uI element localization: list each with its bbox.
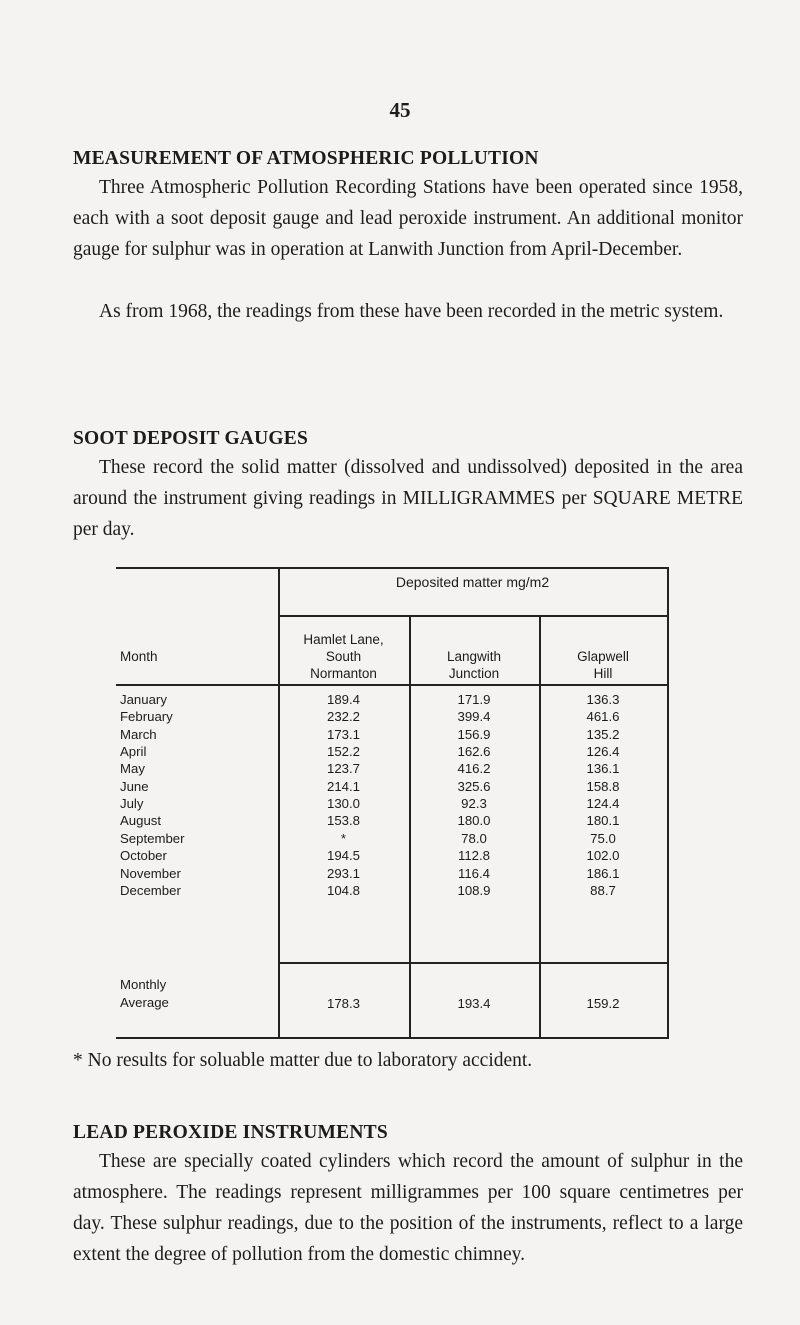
average-label-line2: Average <box>120 995 169 1010</box>
month-cell: September <box>120 830 185 846</box>
table-bottom-rule <box>116 1037 669 1039</box>
section-heading-soot: SOOT DEPOSIT GAUGES <box>73 428 308 449</box>
month-cell: August <box>120 813 162 829</box>
footnote: * No results for soluable matter due to laboratory accident. <box>73 1050 533 1071</box>
glapwell-cell: 136.3 <box>586 692 620 707</box>
intro-paragraph <box>73 172 743 265</box>
month-header: Month <box>120 649 158 664</box>
hamlet-cell: 189.4 <box>326 692 360 707</box>
glapwell-header-line2: Hill <box>593 666 613 681</box>
glapwell-cell: 126.4 <box>586 744 620 760</box>
soot-deposit-table <box>116 567 669 1039</box>
glapwell-cell: 158.8 <box>586 778 620 794</box>
hamlet-cell: 293.1 <box>326 865 360 881</box>
metric-text: As from 1968, the readings from these have been recorded in the metric system. <box>99 301 724 322</box>
soot-paragraph <box>73 452 743 545</box>
langwith-cell: 112.8 <box>457 848 491 864</box>
glapwell-cell: 180.1 <box>586 813 620 829</box>
hamlet-cell: 214.1 <box>326 778 360 794</box>
hamlet-cell: 123.7 <box>326 761 360 777</box>
glapwell-header <box>539 648 667 682</box>
langwith-cell: 171.9 <box>457 692 491 707</box>
langwith-cell: 416.2 <box>457 761 491 777</box>
glapwell-cell: 88.7 <box>590 882 616 898</box>
langwith-header-line2: Junction <box>448 666 500 681</box>
month-cell: May <box>120 761 145 777</box>
glapwell-cell: 186.1 <box>586 865 620 881</box>
glapwell-cell: 75.0 <box>590 830 616 846</box>
section-heading-measurement: MEASUREMENT OF ATMOSPHERIC POLLUTION <box>73 148 539 169</box>
average-langwith: 193.4 <box>457 996 491 1011</box>
month-cell: February <box>120 709 173 725</box>
langwith-cell: 116.4 <box>457 865 491 881</box>
langwith-cell: 180.0 <box>457 813 491 829</box>
langwith-header <box>409 648 539 682</box>
hamlet-header <box>278 631 409 682</box>
langwith-cell: 162.6 <box>457 744 491 760</box>
intro-text: Three Atmospheric Pollution Recording Stations have been operated since 1958, each with a soot deposit gauge and lead peroxide instrument. An additional monitor gauge for sulphur was in operation at Lanwith Junction from April-December. <box>73 177 743 260</box>
lead-paragraph <box>73 1146 743 1270</box>
section-heading-lead: LEAD PEROXIDE INSTRUMENTS <box>73 1122 388 1143</box>
glapwell-cell: 124.4 <box>586 796 620 812</box>
table-top-rule <box>116 567 669 569</box>
group-header: Deposited matter mg/m2 <box>395 574 550 590</box>
glapwell-header-line1: Glapwell <box>577 649 629 664</box>
hamlet-cell: 104.8 <box>326 882 360 898</box>
group-rule <box>278 615 669 617</box>
langwith-cell: 156.9 <box>457 726 491 742</box>
month-cell: January <box>120 692 167 707</box>
hamlet-cell: 153.8 <box>326 813 360 829</box>
hamlet-cell: 232.2 <box>326 709 360 725</box>
month-cell: July <box>120 796 144 812</box>
glapwell-cell: 461.6 <box>586 709 620 725</box>
hamlet-cell: 194.5 <box>326 848 360 864</box>
glapwell-cell: 136.1 <box>586 761 620 777</box>
col-divider-right <box>667 567 669 1038</box>
average-label-line1: Monthly <box>120 977 167 992</box>
hamlet-cell: * <box>340 830 347 846</box>
soot-text: These record the solid matter (dissolved and undissolved) deposited in the area around the instrument giving readings in MILLIGRAMMES per SQUARE METRE per day. <box>73 457 743 540</box>
month-cell: December <box>120 882 181 898</box>
average-glapwell: 159.2 <box>586 996 620 1011</box>
page-number: 45 <box>389 98 411 122</box>
lead-text: These are specially coated cylinders which record the amount of sulphur in the atmosphere. The readings represent milligrammes per 100 square centimetres per day. These sulphur readings, due to the position of the instruments, reflect to a large extent the degree of pollution from the domestic chimney. <box>73 1151 743 1265</box>
header-rule <box>116 684 669 686</box>
glapwell-cell: 135.2 <box>586 726 620 742</box>
hamlet-cell: 152.2 <box>326 744 360 760</box>
month-cell: March <box>120 726 157 742</box>
langwith-cell: 78.0 <box>461 830 487 846</box>
metric-paragraph <box>73 296 743 327</box>
hamlet-cell: 130.0 <box>326 796 360 812</box>
langwith-cell: 399.4 <box>457 709 491 725</box>
hamlet-cell: 173.1 <box>326 726 360 742</box>
month-cell: October <box>120 848 167 864</box>
month-cell: April <box>120 744 147 760</box>
glapwell-cell: 102.0 <box>586 848 620 864</box>
month-cell: November <box>120 865 181 881</box>
month-cell: June <box>120 778 149 794</box>
langwith-cell: 108.9 <box>457 882 491 898</box>
langwith-header-line1: Langwith <box>446 649 502 664</box>
average-hamlet: 178.3 <box>326 996 360 1011</box>
average-rule <box>278 962 669 964</box>
hamlet-header-line3: Normanton <box>310 666 377 681</box>
hamlet-header-line1: Hamlet Lane, <box>303 632 384 647</box>
langwith-cell: 92.3 <box>461 796 487 812</box>
langwith-cell: 325.6 <box>457 778 491 794</box>
hamlet-header-line2: South <box>325 649 362 664</box>
